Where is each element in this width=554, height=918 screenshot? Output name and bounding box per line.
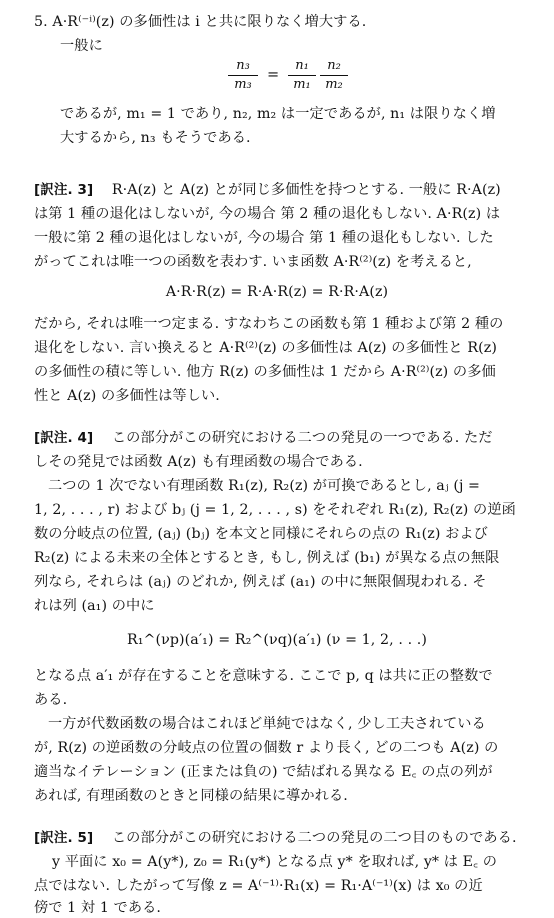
note5-line2: y 平面に x₀ = A(y*), z₀ = R₁(y*) となる点 y* を取れば, y* は E꜀ の <box>52 854 497 870</box>
fraction-r2 <box>320 58 348 93</box>
note4-line10: ある. <box>34 692 68 708</box>
item5-line4: 大するから, n₃ もそうである. <box>60 130 251 146</box>
note3-line2: は第 1 種の退化はしないが, 今の場合 第 2 種の退化もしない. A·R(z) は <box>34 206 501 222</box>
note4-line8: れは列 (a₁) の中に <box>34 598 155 614</box>
note5-heading: [訳注. 5] <box>34 830 94 846</box>
note4-line1: この部分がこの研究における二つの発見の一つである. ただ <box>111 430 493 446</box>
note4-first-line <box>34 428 493 448</box>
note4-line14: あれば, 有理函数のときと同様の結果に導かれる. <box>34 788 348 804</box>
note4-equation: R₁^(νp)(a′₁) = R₂^(νq)(a′₁) (ν = 1, 2, . . .) <box>126 632 428 648</box>
note3-line7: の多価性の積に等しい. 他方 R(z) の多価性は 1 だから A·R⁽²⁾(z) の多価 <box>34 364 496 380</box>
note5-line4: 傍で 1 対 1 である. <box>34 900 162 916</box>
note4-line4: 1, 2, . . . , r) および bⱼ (j = 1, 2, . . . , s) をそれぞれ R₁(z), R₂(z) の逆函 <box>34 502 516 518</box>
fraction-r1-denominator: m₁ <box>293 77 311 92</box>
note4-line6: R₂(z) による未来の全体とするとき, もし, 例えば (b₁) が異なる点の無限 <box>34 550 500 566</box>
note5-line3: 点ではない. したがって写像 z = A⁽⁻¹⁾·R₁(x) = R₁·A⁽⁻¹⁾(x) は x₀ の近 <box>34 878 483 894</box>
note3-equation: A·R·R(z) = R·A·R(z) = R·R·A(z) <box>165 284 389 300</box>
note4-line12: が, R(z) の逆函数の分岐点の位置の個数 r より長く, どの二つも A(z) の <box>34 740 499 756</box>
note3-heading: [訳注. 3] <box>34 182 94 198</box>
fraction-r1-numerator: n₁ <box>288 58 316 76</box>
note4-line9: となる点 a′₁ が存在することを意味する. ここで p, q は共に正の整数で <box>34 668 493 684</box>
item5-line3: であるが, m₁ = 1 であり, n₂, m₂ は一定であるが, n₁ は限りなく増 <box>60 106 496 122</box>
fraction-r2-denominator: m₂ <box>325 77 343 92</box>
note4-line3: 二つの 1 次でない有理函数 R₁(z), R₂(z) が可換であるとし, aⱼ (j = <box>48 478 481 494</box>
note4-heading: [訳注. 4] <box>34 430 94 446</box>
note3-line8: 性と A(z) の多価性は等しい. <box>34 388 220 404</box>
note3-line3: 一般に第 2 種の退化はしないが, 今の場合 第 1 種の退化もしない. した <box>34 230 494 246</box>
note4-line11: 一方が代数函数の場合はこれほど単純ではなく, 少し工夫されている <box>48 716 486 732</box>
note4-line5: 数の分岐点の位置, (aⱼ) (bⱼ) を本文と同様にそれらの点の R₁(z) および <box>34 526 488 542</box>
fraction-r2-numerator: n₂ <box>320 58 348 76</box>
note5-first-line <box>34 828 517 848</box>
fraction-lhs-denominator: m₃ <box>234 77 252 92</box>
item5-line1: 5. A·R⁽⁻ⁱ⁾(z) の多価性は i と共に限りなく増大する. <box>34 14 367 30</box>
note5-line1: この部分がこの研究における二つの発見の二つ目のものである. <box>111 830 517 846</box>
note3-first-line <box>34 180 501 200</box>
fraction-lhs-numerator: n₃ <box>228 58 258 76</box>
note3-line5: だから, それは唯一つ定まる. すなわちこの函数も第 1 種および第 2 種の <box>34 316 504 332</box>
note3-line6: 退化をしない. 言い換えると A·R⁽²⁾(z) の多価性は A(z) の多価性と R(z) <box>34 340 497 356</box>
fraction-lhs <box>228 58 258 93</box>
note3-line4: がってこれは唯一つの函数を表わす. いま函数 A·R⁽²⁾(z) を考えると, <box>34 254 472 270</box>
note4-line2: しその発見では函数 A(z) も有理函数の場合である. <box>34 454 363 470</box>
note4-line13: 適当なイテレーション (正または負の) で結ばれる異なる E꜀ の点の列が <box>34 764 493 780</box>
note3-line1: R·A(z) と A(z) とが同じ多価性を持つとする. 一般に R·A(z) <box>111 182 501 198</box>
note4-line7: 列なら, それらは (aⱼ) のどれか, 例えば (a₁) の中に無限個現われる. そ <box>34 574 487 590</box>
fraction-equals: = <box>267 67 280 83</box>
item5-line2: 一般に <box>60 38 103 54</box>
fraction-r1 <box>288 58 316 93</box>
